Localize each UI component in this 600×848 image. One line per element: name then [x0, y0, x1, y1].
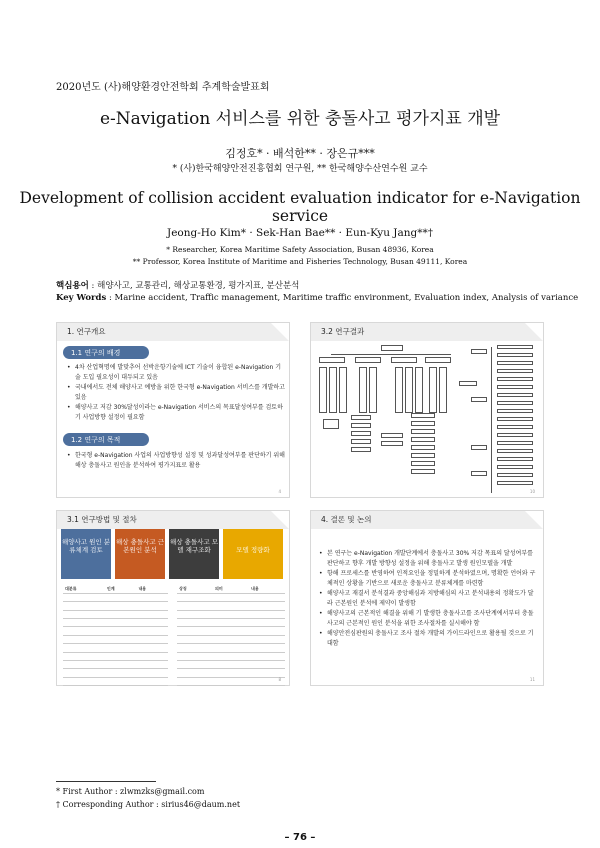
org-leaf [497, 369, 533, 373]
slide-title: 4. 결론 및 논의 [321, 515, 372, 524]
slide-title: 3.1 연구방법 및 절차 [67, 515, 137, 524]
org-leaf [497, 473, 533, 477]
table-row [63, 677, 168, 685]
table-row [63, 602, 168, 610]
bullet: • 한국형 e-Navigation 사업의 사업방향성 설정 및 성과달성여부를 판단하기 위해 해상 충돌사고 원인을 분석하여 평가지표로 활용 [67, 451, 285, 471]
process-step: 모델 정량화 [223, 529, 283, 579]
org-leaf [497, 385, 533, 389]
keywords-korean-label: 핵심용어 [56, 281, 89, 291]
org-leaf [497, 425, 533, 429]
page-number: – 76 – [284, 832, 316, 843]
org-node [381, 433, 403, 438]
table-row [177, 669, 285, 677]
slide-page-number: 8 [278, 677, 281, 682]
affiliation-english-2: ** Professor, Korea Institute of Maritime and Fisheries Technology, Busan 49111, Korea [132, 257, 468, 266]
slide-page-number: 4 [278, 489, 281, 494]
org-connector [491, 347, 492, 493]
org-node [425, 357, 451, 363]
right-table [177, 585, 285, 686]
org-node [319, 357, 345, 363]
table-header: 내용 [249, 585, 285, 593]
bullet: • 해양안전심판원의 충돌사고 조사 절차 개발의 가이드라인으로 활용될 것으로 기대함 [319, 629, 539, 649]
title-korean: e-Navigation 서비스를 위한 충돌사고 평가지표 개발 [99, 109, 501, 129]
bullet: • 국내에서도 전체 해양사고 예방을 위한 한국형 e-Navigation 서비스를 개발하고 있음 [67, 383, 285, 403]
org-node [351, 423, 371, 428]
org-leaf [497, 409, 533, 413]
slide-header [311, 323, 543, 341]
org-leaf [497, 353, 533, 357]
org-node [411, 437, 435, 442]
slide-corner [271, 511, 289, 529]
org-leaf [497, 345, 533, 349]
org-node [391, 357, 417, 363]
table-row [177, 661, 285, 669]
org-node [411, 453, 435, 458]
table-row [63, 635, 168, 643]
left-table [63, 585, 168, 686]
subheading-background: 1.1 연구의 배경 [63, 346, 149, 359]
org-leaf [497, 481, 533, 485]
process-step: 해상 충돌사고 근본원인 분석 [115, 529, 165, 579]
org-node [381, 441, 403, 446]
table-header: 인계 [105, 585, 137, 593]
slide-title: 3.2 연구결과 [321, 327, 365, 336]
slide-header [57, 323, 289, 341]
affiliation-english-1: * Researcher, Korea Maritime Safety Association, Busan 48936, Korea [166, 245, 434, 254]
org-node [411, 469, 435, 474]
footnote-rule [56, 781, 156, 782]
bullet: • 항해 프로세스를 반영하여 인적요인을 정밀하게 분석하였으며, 명확한 언어와 구체적인 상황을 기반으로 새로운 충돌사고 분류체계를 마련함 [319, 569, 539, 589]
org-node [439, 367, 447, 413]
org-leaf [497, 401, 533, 405]
keywords-english-text: : Marine accident, Traffic management, Maritime traffic environment, Evaluation index, Analysis of variance [106, 293, 579, 303]
slide-corner [271, 323, 289, 341]
authors-english: Jeong-Ho Kim* · Sek-Han Bae** · Eun-Kyu Jang**† [166, 227, 433, 239]
bullet: • 본 연구는 e-Navigation 개발단계에서 충돌사고 30% 저감 목표의 달성여부를 판단하고 향후 개발 방향성 설정을 위해 충돌사고 발생 원인모델을 개발 [319, 549, 539, 569]
table-row [63, 627, 168, 635]
org-node [323, 419, 339, 429]
affiliation-korean: * (사)한국해양안전진흥협회 연구원, ** 한국해양수산연수원 교수 [172, 164, 428, 174]
org-leaf [497, 465, 533, 469]
org-node [411, 445, 435, 450]
org-node [351, 447, 371, 452]
title-english: Development of collision accident evaluation indicator for e-Navigation service [19, 189, 581, 225]
bullet: • 해양사고 재결서 분석결과 중앙해심과 지방해심의 사고 분석내용의 정확도가 달라 근본원인 분석에 제약이 발생함 [319, 589, 539, 609]
org-node [459, 381, 477, 386]
slide-title: 1. 연구개요 [67, 327, 106, 336]
table-row [177, 593, 285, 601]
process-step: 해양사고 원인 분류체계 검토 [61, 529, 111, 579]
table-row [63, 669, 168, 677]
table-header: 의미 [213, 585, 249, 593]
org-node [471, 445, 487, 450]
org-node [351, 431, 371, 436]
bullet: • 해양사고의 근본적인 해결을 위해 기 발생한 충돌사고를 조사단계에서부터 충돌사고의 근본적인 원인 분석을 위한 조사절차를 실시해야 함 [319, 609, 539, 629]
org-leaf [497, 393, 533, 397]
slide-header [311, 511, 543, 529]
conference-header: 2020년도 (사)해양환경안전학회 추계학술발표회 [56, 82, 270, 93]
table-row [177, 635, 285, 643]
slide-conclusion [310, 510, 544, 686]
table-row [177, 627, 285, 635]
keywords-korean-text: : 해양사고, 교통관리, 해상교통환경, 평가지표, 분산분석 [88, 281, 300, 291]
org-node [471, 349, 487, 354]
org-node [329, 367, 337, 413]
slide-research-overview [56, 322, 290, 498]
table-row [63, 619, 168, 627]
slide-page-number: 10 [529, 489, 535, 494]
org-node [415, 367, 423, 413]
org-node [351, 415, 371, 420]
purpose-bullets [67, 451, 285, 471]
table-header: 내용 [136, 585, 168, 593]
org-connector [331, 354, 451, 355]
background-bullets [67, 363, 285, 423]
conclusion-bullets [319, 549, 539, 649]
org-node [471, 471, 487, 476]
footnote-first-author: * First Author : zlwmzks@gmail.com [56, 787, 205, 796]
org-node [471, 397, 487, 402]
keywords-korean [56, 279, 299, 291]
org-root [381, 345, 403, 351]
org-node [355, 357, 381, 363]
org-node [351, 439, 371, 444]
org-node [411, 461, 435, 466]
table-row [177, 644, 285, 652]
table-header: 상징 [177, 585, 213, 593]
org-node [339, 367, 347, 413]
keywords-english [56, 293, 578, 303]
table-row [63, 661, 168, 669]
bullet: • 해양사고 저감 30%달성이라는 e-Navigation 서비스의 목표달성여부를 검토하기 사업방향 설정이 필요함 [67, 403, 285, 423]
slide-page-number: 11 [529, 677, 535, 682]
table-row [177, 610, 285, 618]
table-row [63, 593, 168, 601]
table-row [177, 677, 285, 685]
org-leaf [497, 457, 533, 461]
org-node [411, 429, 435, 434]
process-step: 해상 충돌사고 모델 재구조화 [169, 529, 219, 579]
slide-research-results [310, 322, 544, 498]
org-node [319, 367, 327, 413]
slide-header [57, 511, 289, 529]
org-node [405, 367, 413, 413]
subheading-purpose: 1.2 연구의 목적 [63, 433, 149, 446]
table-row [63, 610, 168, 618]
table-header: 대분류 [63, 585, 105, 593]
org-leaf [497, 377, 533, 381]
slide-corner [525, 511, 543, 529]
table-row [177, 619, 285, 627]
table-row [177, 652, 285, 660]
keywords-english-label: Key Words [56, 293, 107, 303]
org-leaf [497, 441, 533, 445]
org-node [359, 367, 367, 413]
org-leaf [497, 449, 533, 453]
table-row [63, 644, 168, 652]
org-node [369, 367, 377, 413]
table-row [177, 602, 285, 610]
footnote-corresponding-author: † Corresponding Author : sirius46@daum.net [56, 800, 241, 809]
table-row [63, 652, 168, 660]
org-leaf [497, 361, 533, 365]
org-leaf [497, 417, 533, 421]
org-node [411, 413, 435, 418]
org-leaf [497, 433, 533, 437]
bullet: • 4차 산업혁명에 발맞추어 선박운항기술에 ICT 기술이 융합된 e-Navigation 기술 도입 필요성이 대두되고 있음 [67, 363, 285, 383]
slide-research-method [56, 510, 290, 686]
authors-korean: 김정호* · 배석한** · 장은규*** [225, 147, 375, 160]
org-node [429, 367, 437, 413]
slide-corner [525, 323, 543, 341]
org-node [395, 367, 403, 413]
org-node [411, 421, 435, 426]
